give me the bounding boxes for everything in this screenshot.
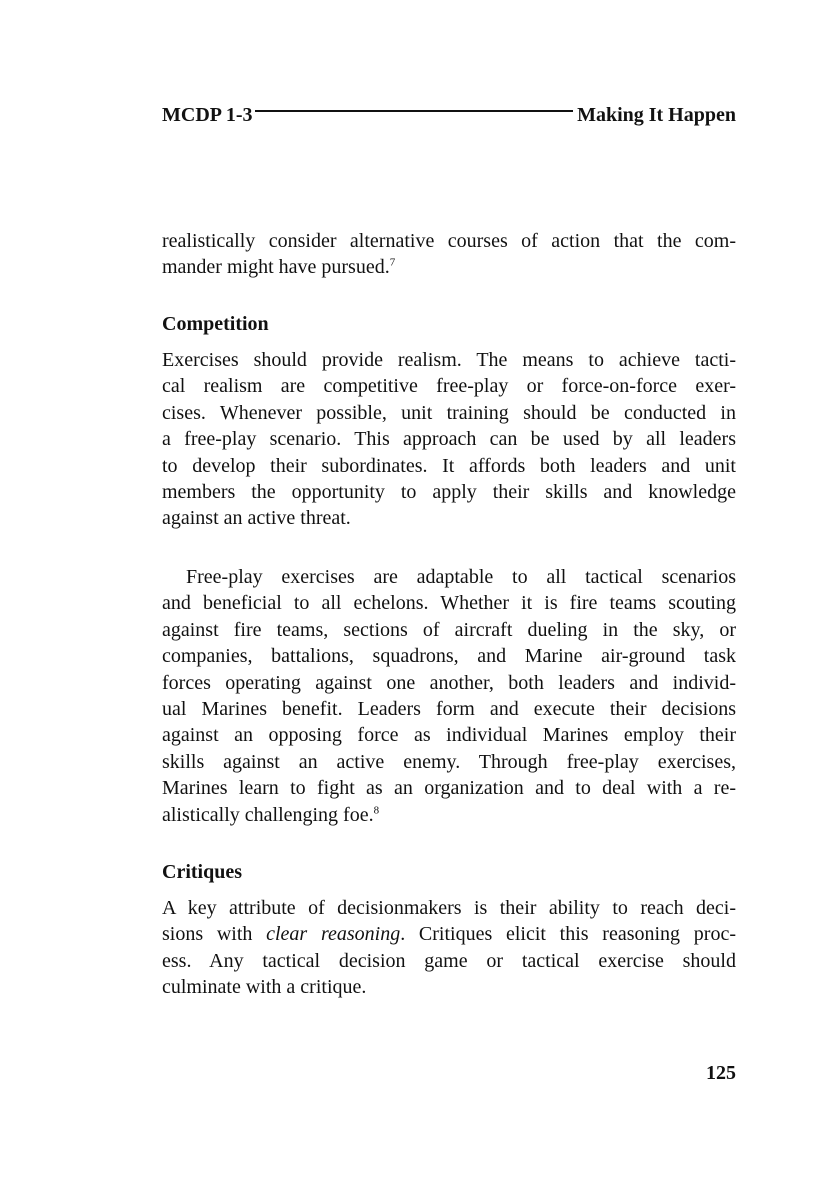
line-text: sions with — [162, 923, 267, 946]
document-page — [162, 0, 736, 1197]
paragraph-line: ess. Any tactical decision game or tactical exercise should — [162, 949, 736, 972]
paragraph-line: against an active threat. — [162, 507, 351, 530]
header-publication-id: MCDP 1-3 — [162, 103, 253, 126]
paragraph-line: to develop their subordinates. It affords both leaders and unit — [162, 454, 736, 477]
critiques-paragraph — [162, 895, 736, 1001]
paragraph-line: Free-play exercises are adaptable to all tactical scenarios — [186, 566, 736, 588]
line-text: . Critiques elicit this reasoning proc- — [400, 923, 736, 946]
running-header — [162, 100, 736, 130]
emphasis-clear-reasoning: clear reasoning — [266, 923, 401, 946]
intro-line-text: mander might have pursued. — [162, 256, 390, 279]
paragraph-line: skills against an active enemy. Through free-play exercises, — [162, 750, 736, 773]
paragraph-line: ual Marines benefit. Leaders form and execute their decisions — [162, 698, 736, 721]
intro-line-last — [162, 254, 736, 280]
section-heading-competition: Competition — [162, 313, 269, 335]
paragraph-line: a free-play scenario. This approach can be used by all leaders — [162, 428, 736, 451]
header-rule — [255, 110, 574, 112]
footnote-ref-7: 7 — [389, 256, 396, 269]
paragraph-line: cal realism are competitive free-play or force-on-force exer- — [162, 375, 736, 398]
section-heading-critiques: Critiques — [162, 861, 242, 883]
paragraph-line: forces operating against one another, both leaders and individ- — [162, 671, 736, 694]
paragraph-line: cises. Whenever possible, unit training should be conducted in — [162, 401, 736, 424]
paragraph-line — [162, 921, 736, 947]
paragraph-line: against an opposing force as individual Marines employ their — [162, 724, 736, 747]
competition-paragraph-2 — [162, 564, 736, 828]
intro-line: realistically consider alternative courses of action that the com- — [162, 230, 736, 252]
paragraph-line: and beneficial to all echelons. Whether it is fire teams scouting — [162, 592, 736, 615]
paragraph-line: members the opportunity to apply their skills and knowledge — [162, 481, 736, 504]
paragraph-line: culminate with a critique. — [162, 976, 367, 999]
page-number: 125 — [706, 1062, 736, 1084]
paragraph-line: companies, battalions, squadrons, and Marine air-ground task — [162, 645, 736, 668]
competition-paragraph-1 — [162, 347, 736, 532]
paragraph-line-text: alistically challenging foe. — [162, 803, 374, 826]
footnote-ref-8: 8 — [373, 804, 380, 816]
paragraph-line: against fire teams, sections of aircraft dueling in the sky, or — [162, 618, 736, 641]
paragraph-line-last — [162, 802, 736, 828]
paragraph-line: Exercises should provide realism. The means to achieve tacti- — [162, 349, 736, 371]
paragraph-line: A key attribute of decisionmakers is their ability to reach deci- — [162, 897, 736, 919]
header-chapter-title: Making It Happen — [577, 103, 736, 126]
paragraph-line: Marines learn to fight as an organization and to deal with a re- — [162, 777, 736, 800]
intro-paragraph — [162, 228, 736, 281]
